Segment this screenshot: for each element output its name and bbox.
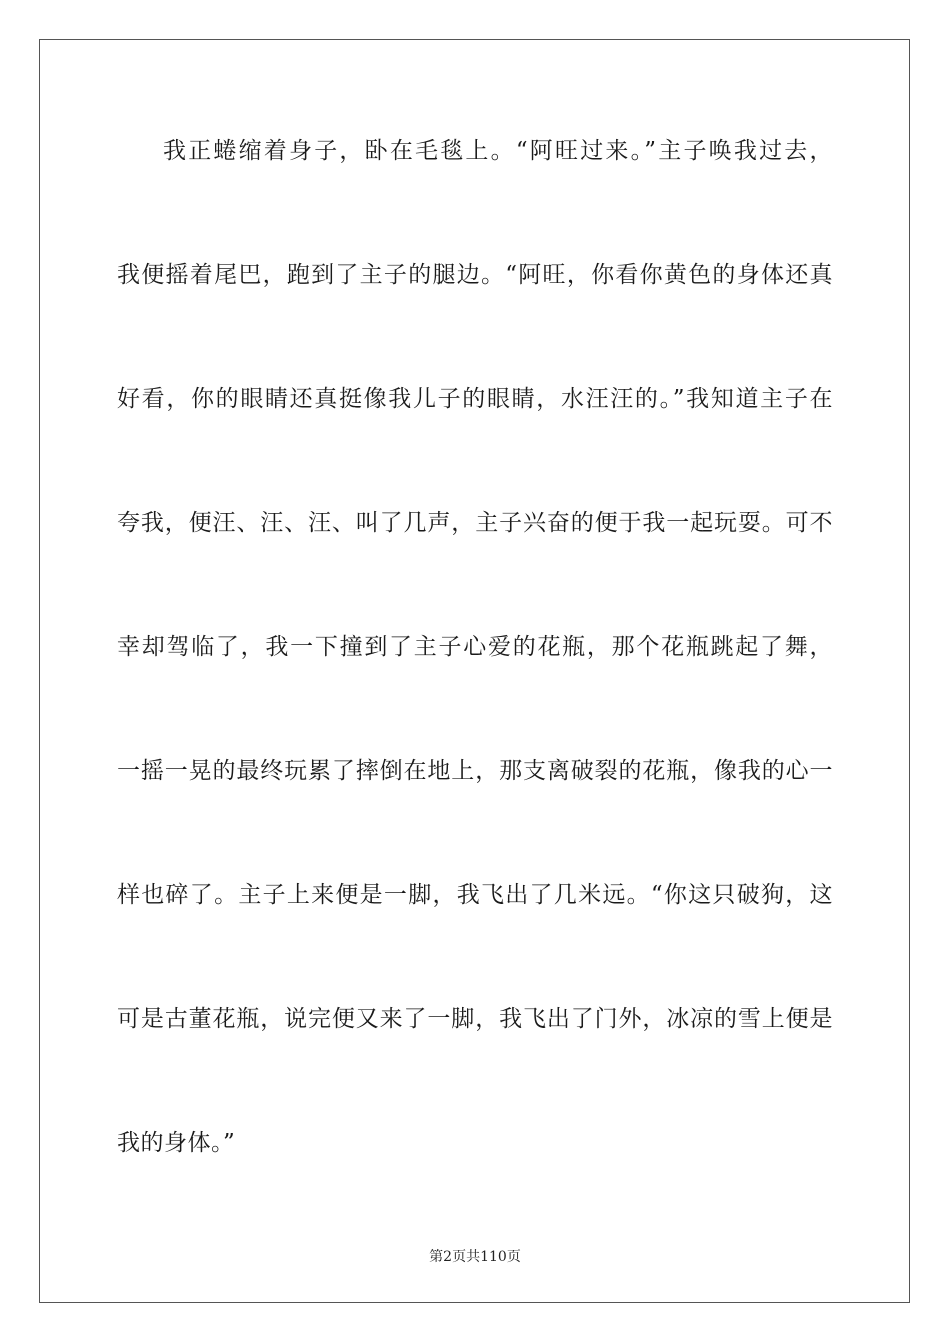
paragraph-line: 我正蜷缩着身子，卧在毛毯上。“阿旺过来。”主子唤我过去，	[163, 138, 833, 164]
paragraph-line: 好看，你的眼睛还真挺像我儿子的眼睛，水汪汪的。”我知道主子在	[117, 386, 833, 412]
page-frame	[39, 39, 910, 1303]
paragraph-line: 夸我，便汪、汪、汪、叫了几声，主子兴奋的便于我一起玩耍。可不	[117, 510, 833, 536]
paragraph-line: 样也碎了。主子上来便是一脚，我飞出了几米远。“你这只破狗，这	[117, 882, 833, 908]
paragraph-line: 一摇一晃的最终玩累了摔倒在地上，那支离破裂的花瓶，像我的心一	[117, 758, 833, 784]
paragraph-line: 我便摇着尾巴，跑到了主子的腿边。“阿旺，你看你黄色的身体还真	[117, 262, 833, 288]
paragraph-line: 幸却驾临了，我一下撞到了主子心爱的花瓶，那个花瓶跳起了舞，	[117, 634, 833, 660]
paragraph-line: 我的身体。”	[117, 1130, 236, 1156]
page-footer	[0, 1247, 950, 1267]
paragraph-line: 可是古董花瓶，说完便又来了一脚，我飞出了门外，冰凉的雪上便是	[117, 1006, 833, 1032]
page-number: 第2页	[429, 1249, 467, 1265]
page-total: 共110页	[466, 1249, 521, 1265]
